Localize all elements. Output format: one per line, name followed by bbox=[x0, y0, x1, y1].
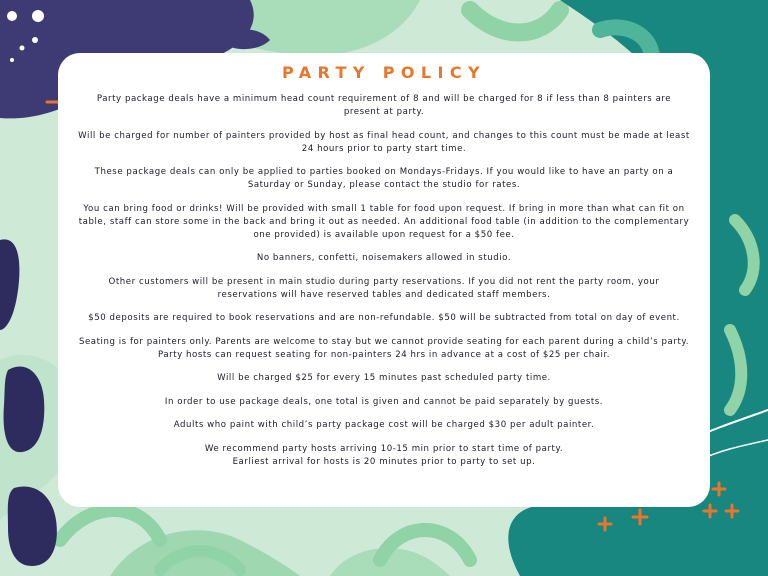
policy-overtime: Will be charged $25 for every 15 minutes past scheduled party time. bbox=[217, 373, 551, 383]
policy-package-payment: In order to use package deals, one total is given and cannot be paid separately by guests. bbox=[164, 396, 604, 407]
policy-food: You can bring food or drinks! Will be provided with small 1 table for food upon request. If bring in more than what can fit on table, staff can store some in the back and bring it out as needed. An additional food table (in addition to the complementary one provided) is available upon request for a $50 fee. bbox=[78, 203, 690, 240]
policy-headcount: Party package deals have a minimum head count requirement of 8 and will be charged for 8 if less than 8 painters are present at party. bbox=[96, 94, 672, 117]
policy-weekdays: These package deals can only be applied to parties booked on Mondays-Fridays. If you would like to have an party on a Saturday or Sunday, please contact the studio for rates. bbox=[94, 167, 674, 190]
policy-card bbox=[58, 53, 710, 507]
policy-final-count: Will be charged for number of painters provided by host as final head count, and changes to this count must be made at least 24 hours prior to party start time. bbox=[78, 130, 690, 154]
policy-arrival: We recommend party hosts arriving 10-15 min prior to start time of party. Earliest arrival for hosts is 20 minutes prior to party to set up. bbox=[204, 443, 564, 467]
page-title: PARTY POLICY bbox=[282, 63, 486, 82]
policy-deposits: $50 deposits are required to book reservations and are non-refundable. $50 will be subtracted from total on day of event. bbox=[88, 313, 680, 323]
policy-seating: Seating is for painters only. Parents are welcome to stay but we cannot provide seating for each parent during a child’s party. Party hosts can request seating for non-painters 24 hrs in advance at a cost of $25 per chair. bbox=[78, 336, 690, 360]
policy-other-customers: Other customers will be present in main studio during party reservations. If you did not rent the party room, your reservations will have reserved tables and dedicated staff members. bbox=[108, 276, 660, 300]
policy-no-banners: No banners, confetti, noisemakers allowed in studio. bbox=[256, 253, 512, 263]
policy-adults: Adults who paint with child’s party package cost will be charged $30 per adult painter. bbox=[173, 420, 595, 430]
